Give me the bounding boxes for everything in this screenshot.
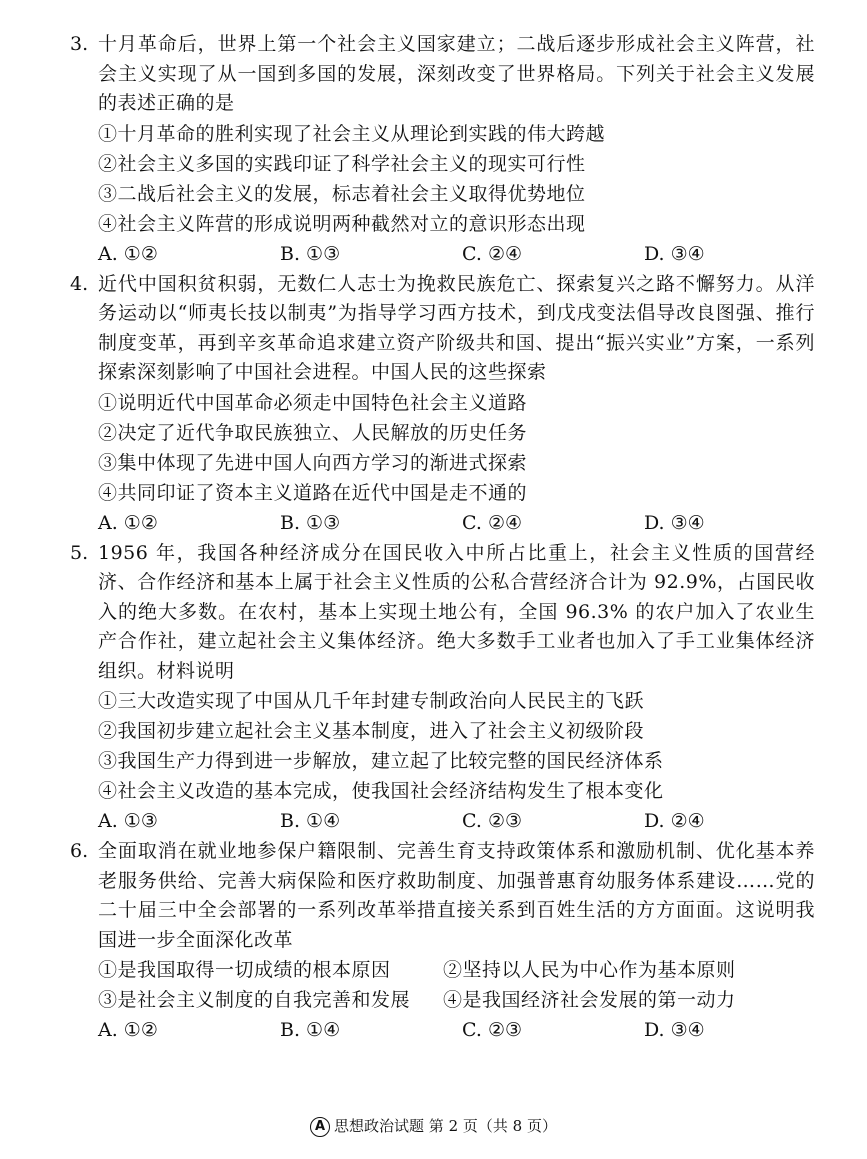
statement-option: ④社会主义改造的基本完成，使我国社会经济结构发生了根本变化	[98, 780, 664, 802]
statement-option-row	[98, 985, 815, 1015]
choice-c: C. ②④	[462, 242, 523, 265]
question-4	[70, 270, 815, 539]
choice-d: D. ③④	[644, 242, 705, 265]
question-number: 6.	[70, 840, 89, 862]
statement-option: ②我国初步建立起社会主义基本制度，进入了社会主义初级阶段	[98, 720, 645, 742]
question-stem: 十月革命后，世界上第一个社会主义国家建立；二战后逐步形成社会主义阵营，社会主义实现了从一国到多国的发展，深刻改变了世界格局。下列关于社会主义发展的表述正确的是	[98, 33, 815, 114]
choice-c: C. ②③	[462, 810, 523, 832]
statement-option: ①说明近代中国革命必须走中国特色社会主义道路	[98, 391, 528, 414]
question-3	[70, 30, 815, 270]
choice-c: C. ②④	[462, 511, 523, 534]
question-6	[70, 837, 815, 1046]
statement-option: ①三大改造实现了中国从几千年封建专制政治向人民民主的飞跃	[98, 690, 645, 712]
page-footer	[0, 1115, 867, 1137]
statement-option-row	[98, 955, 815, 985]
statement-option: ④社会主义阵营的形成说明两种截然对立的意识形态出现	[98, 212, 586, 235]
statement-option: ③是社会主义制度的自我完善和发展	[98, 989, 411, 1011]
choice-a: A. ①③	[98, 810, 158, 832]
choice-b: B. ①③	[280, 242, 341, 265]
question-number: 5.	[70, 541, 89, 564]
statement-option: ②决定了近代争取民族独立、人民解放的历史任务	[98, 421, 528, 444]
question-5	[70, 539, 815, 838]
question-number: 3.	[70, 33, 89, 55]
question-stem: 1956 年，我国各种经济成分在国民收入中所占比重上，社会主义性质的国营经济、合作经济和基本上属于社会主义性质的公私合营经济合计为 92.9%，占国民收入的绝大多数。在农村，基本上实现土地公有，全国 96.3% 的农户加入了农业生产合作社，建立起社会主义集体经济。绝大多数手工业者也加入了手工业集体经济组织。材料说明	[98, 541, 815, 682]
question-number: 4.	[70, 272, 89, 295]
statement-option: ①是我国取得一切成绩的根本原因	[98, 959, 391, 981]
question-stem: 全面取消在就业地参保户籍限制、完善生育支持政策体系和激励机制、优化基本养老服务供给、完善大病保险和医疗救助制度、加强普惠育幼服务体系建设……党的二十届三中全会部署的一系列改革举措直接关系到百姓生活的方方面面。这说明我国进一步全面深化改革	[98, 840, 815, 951]
answer-choices	[98, 239, 815, 270]
choice-a: A. ①②	[98, 511, 158, 534]
answer-choices	[98, 1015, 815, 1046]
question-stem: 近代中国积贫积弱，无数仁人志士为挽救民族危亡、探索复兴之路不懈努力。从洋务运动以“师夷长技以制夷”为指导学习西方技术，到戊戌变法倡导改良图强、推行制度变革，再到辛亥革命追求建立资产阶级共和国、提出“振兴实业”方案，一系列探索深刻影响了中国社会进程。中国人民的这些探索	[98, 272, 815, 383]
footer-text: 思想政治试题 第 2 页（共 8 页）	[334, 1117, 557, 1135]
choice-b: B. ①④	[280, 810, 341, 832]
choice-a: A. ①②	[98, 1019, 158, 1041]
choice-b: B. ①③	[280, 511, 341, 534]
statement-option: ②社会主义多国的实践印证了科学社会主义的现实可行性	[98, 152, 586, 175]
answer-choices	[98, 806, 815, 837]
answer-choices	[98, 508, 815, 539]
statement-option: ③我国生产力得到进一步解放，建立起了比较完整的国民经济体系	[98, 750, 664, 772]
choice-b: B. ①④	[280, 1019, 341, 1041]
choice-d: D. ②④	[644, 810, 705, 832]
statement-option: ②坚持以人民为中心作为基本原则	[443, 959, 736, 981]
statement-option: ③集中体现了先进中国人向西方学习的渐进式探索	[98, 451, 528, 474]
version-mark-icon: A	[310, 1117, 330, 1137]
choice-c: C. ②③	[462, 1019, 523, 1041]
choice-a: A. ①②	[98, 242, 158, 265]
statement-option: ④是我国经济社会发展的第一动力	[443, 989, 736, 1011]
choice-d: D. ③④	[644, 511, 705, 534]
statement-option: ③二战后社会主义的发展，标志着社会主义取得优势地位	[98, 182, 586, 205]
statement-option: ①十月革命的胜利实现了社会主义从理论到实践的伟大跨越	[98, 122, 606, 145]
statement-option: ④共同印证了资本主义道路在近代中国是走不通的	[98, 481, 528, 504]
choice-d: D. ③④	[644, 1019, 705, 1041]
